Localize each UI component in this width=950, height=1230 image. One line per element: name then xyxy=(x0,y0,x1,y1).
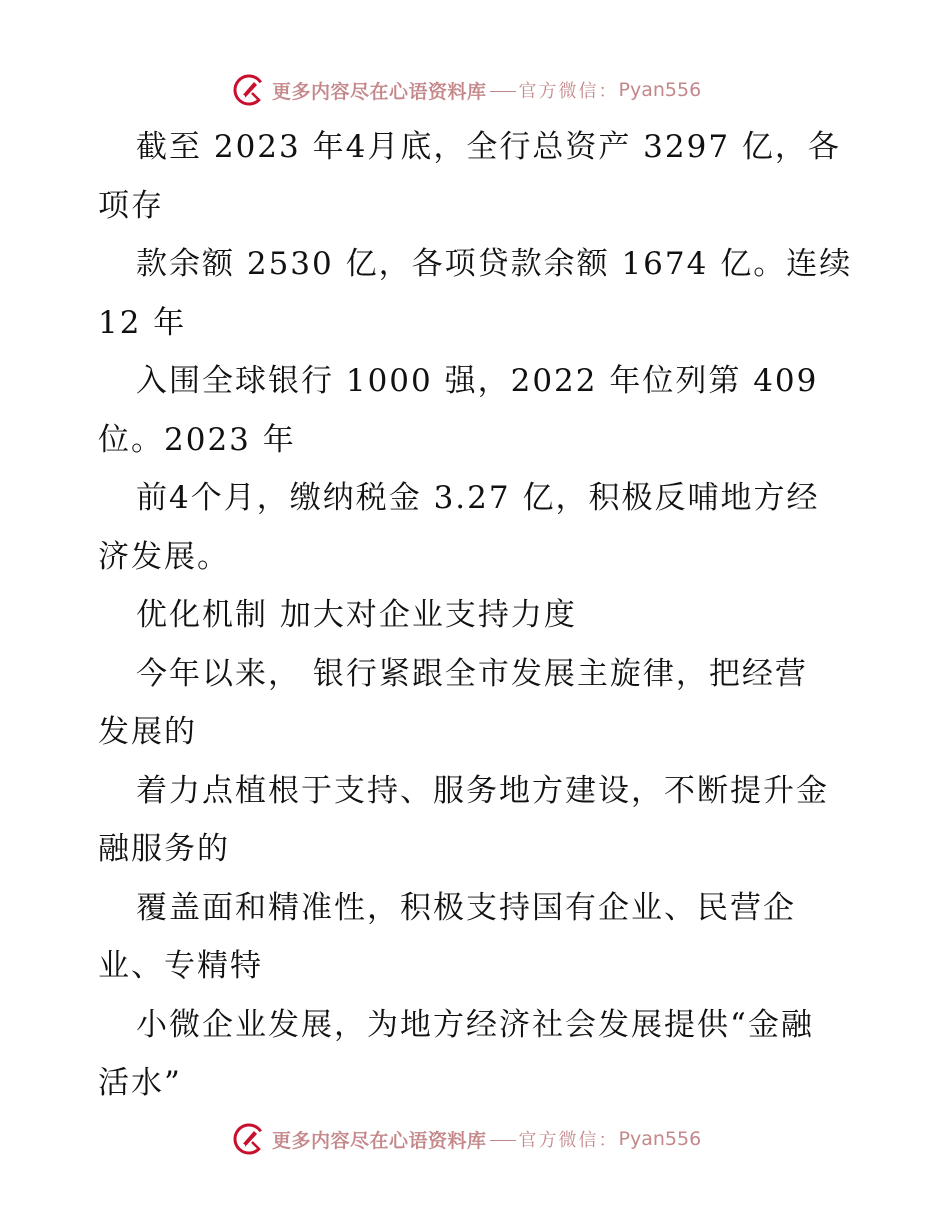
watermark-suffix: 官方微信： xyxy=(518,81,619,102)
text-line: 小微企业发展，为地方经济社会发展提供“金融 xyxy=(136,1006,814,1043)
watermark-suffix: 官方微信： xyxy=(518,1130,619,1151)
text-line: 今年以来， 银行紧跟全市发展主旋律，把经营 xyxy=(136,655,808,692)
text-line: 融服务的 xyxy=(98,831,230,867)
watermark-header xyxy=(232,72,701,108)
watermark-footer xyxy=(232,1121,701,1157)
text-line: 位。2023 年 xyxy=(98,421,296,458)
watermark-wechat-id: Pyan556 xyxy=(618,79,702,101)
watermark-dash xyxy=(490,91,516,92)
text-line: 济发展。 xyxy=(98,538,230,575)
text-line: 覆盖面和精准性，积极支持国有企业、民营企 xyxy=(136,889,796,926)
section-heading: 优化机制 加大对企业支持力度 xyxy=(136,597,577,633)
text-line: 业、专精特 xyxy=(98,948,263,984)
text-line: 款余额 2530 亿，各项贷款余额 1674 亿。连续 xyxy=(136,246,853,282)
watermark-text: 更多内容尽在心语资料库 xyxy=(272,1129,487,1152)
logo-icon xyxy=(232,1122,266,1156)
text-line: 12 年 xyxy=(98,304,187,341)
text-line: 前4个月，缴纳税金 3.27 亿，积极反哺地方经 xyxy=(136,480,820,516)
document-body xyxy=(98,118,858,1113)
watermark-text: 更多内容尽在心语资料库 xyxy=(272,80,487,103)
logo-icon xyxy=(232,73,266,107)
text-line: 截至 2023 年4月底，全行总资产 3297 亿，各 xyxy=(136,129,841,165)
watermark-wechat-id: Pyan556 xyxy=(618,1128,702,1150)
watermark-dash xyxy=(490,1140,516,1141)
text-line: 活水” xyxy=(98,1065,182,1101)
text-line: 入围全球银行 1000 强，2022 年位列第 409 xyxy=(136,363,819,399)
text-line: 项存 xyxy=(98,187,164,224)
text-line: 着力点植根于支持、服务地方建设，不断提升金 xyxy=(136,772,829,809)
text-line: 发展的 xyxy=(98,714,197,750)
